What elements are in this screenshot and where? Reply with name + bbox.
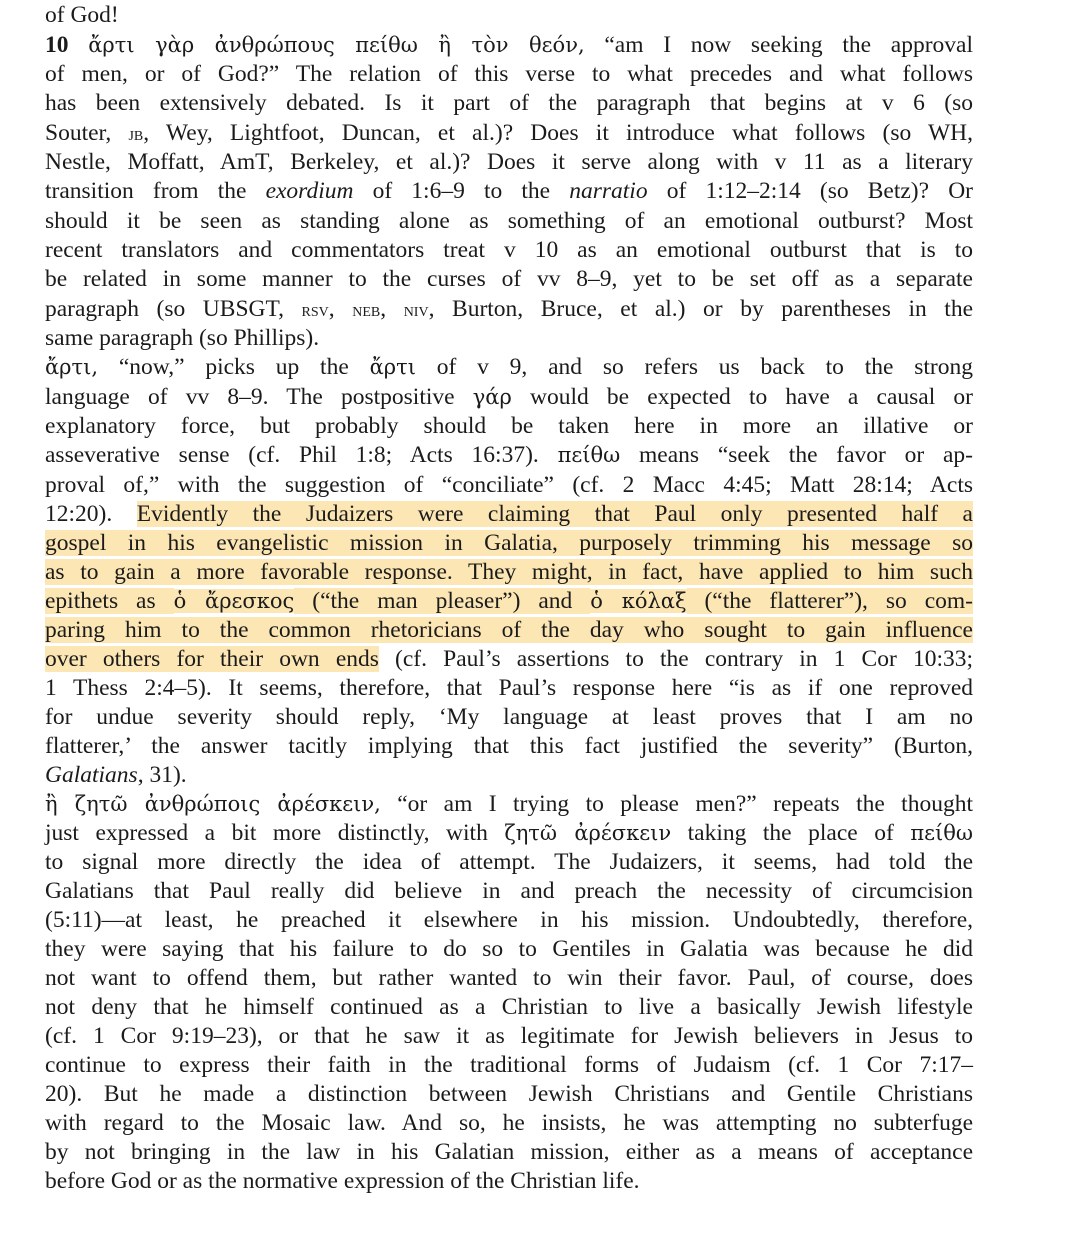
text-segment: by not bringing in the law in his Galatian mission, either as a means of acceptance — [45, 1139, 973, 1165]
text-line — [45, 789, 973, 819]
highlighted-text: (“the man pleaser”) and — [294, 588, 591, 614]
text-segment: Souter, — [45, 120, 129, 146]
text-segment: Nestle, Moffatt, AmT, Berkeley, et al.)? Does it serve along with v 11 as a literary — [45, 149, 973, 175]
text-segment: transition from the — [45, 178, 266, 204]
text-line — [45, 1021, 973, 1051]
text-segment: explanatory force, but probably should be taken here in more an illative or — [45, 413, 973, 439]
text-line — [45, 673, 973, 703]
text-segment: of 1:6–9 to the — [353, 178, 570, 204]
text-segment: same paragraph (so Phillips). — [45, 325, 320, 351]
highlighted-text: ὁ κόλαξ — [590, 589, 687, 613]
text-segment: flatterer,’ the answer tacitly implying that this fact justified the severity” (Burton, — [45, 733, 973, 759]
text-segment: 1 Thess 2:4–5). It seems, therefore, that Paul’s response here “is as if one reproved — [45, 675, 973, 701]
text-segment: just expressed a bit more distinctly, with — [45, 820, 505, 846]
text-line — [45, 30, 973, 60]
text-segment: for undue severity should reply, ‘My language at least proves that I am no — [45, 704, 973, 730]
text-segment: not deny that he himself continued as a Christian to live a basically Jewish lifestyle — [45, 994, 973, 1020]
highlighted-text: ὁ ἄρεσκος — [173, 589, 295, 613]
text-line — [45, 905, 973, 935]
text-segment: be related in some manner to the curses of vv 8–9, yet to be set off as a separate — [45, 266, 973, 292]
text-line — [45, 264, 973, 294]
text-segment: “now,” picks up the — [98, 354, 370, 380]
highlighted-text: epithets as — [45, 588, 174, 614]
text-segment: 20). But he made a distinction between Jewish Christians and Gentile Christians — [45, 1081, 973, 1107]
text-line — [45, 88, 973, 118]
text-segment: , — [380, 296, 404, 322]
highlighted-text: gospel in his evangelistic mission in Galatia, purposely trimming his message so — [45, 530, 973, 556]
text-line — [45, 702, 973, 732]
text-line — [45, 528, 973, 558]
greek-phrase: ἄρτι γὰρ ἀνθρώπους πείθω ἢ τὸν θεόν, — [88, 33, 585, 57]
text-line — [45, 440, 973, 470]
text-segment: to signal more directly the idea of attempt. The Judaizers, it seems, had told the — [45, 849, 973, 875]
highlighted-text: over others for their own ends — [45, 646, 379, 672]
text-segment: Galatians — [45, 762, 138, 788]
text-line — [45, 1079, 973, 1109]
greek-phrase: ἄρτι, — [45, 355, 99, 379]
text-line — [45, 235, 973, 265]
abbreviation: jb — [128, 123, 144, 145]
text-segment: “am I now seeking the approval — [584, 32, 974, 58]
text-segment: should it be seen as standing alone as something of an emotional outburst? Most — [45, 208, 973, 234]
text-segment: 12:20). — [45, 501, 137, 527]
text-segment: has been extensively debated. Is it part of the paragraph that begins at v 6 (so — [45, 90, 973, 116]
greek-phrase: ἢ ζητῶ ἀνθρώποις ἀρέσκειν, — [45, 792, 381, 816]
text-segment: with regard to the Mosaic law. And so, he insists, he was attempting no subterfuge — [45, 1110, 973, 1136]
text-segment: language of vv 8–9. The postpositive — [45, 384, 473, 410]
greek-phrase: πείθω — [557, 443, 621, 467]
text-line — [45, 586, 973, 616]
text-line — [45, 411, 973, 441]
text-segment: , 31). — [137, 762, 187, 788]
text-line — [45, 557, 973, 587]
text-line — [45, 992, 973, 1022]
text-segment: paragraph (so UBSGT, — [45, 296, 302, 322]
text-line — [45, 876, 973, 906]
text-segment — [69, 32, 89, 58]
text-line — [45, 1166, 640, 1196]
text-line — [45, 176, 973, 206]
highlighted-text: (“the flatterer”), so com- — [686, 588, 974, 614]
greek-phrase: ἄρτι — [369, 355, 416, 379]
text-segment: exordium — [265, 178, 354, 204]
text-line — [45, 470, 973, 500]
text-line — [45, 0, 119, 30]
verse-number: 10 — [45, 32, 69, 58]
text-segment: recent translators and commentators treat v 10 as an emotional outburst that is to — [45, 237, 973, 263]
text-line — [45, 147, 973, 177]
text-line — [45, 1137, 973, 1167]
text-line — [45, 206, 973, 236]
text-segment: (cf. Paul’s assertions to the contrary in 1 Cor 10:33; — [378, 646, 973, 672]
abbreviation: niv — [403, 299, 429, 321]
text-segment: proval of,” with the suggestion of “conciliate” (cf. 2 Macc 4:45; Matt 28:14; Acts — [45, 472, 973, 498]
text-segment: “or am I trying to please men?” repeats the thought — [380, 791, 973, 817]
text-line — [45, 615, 973, 645]
text-segment: means “seek the favor or ap- — [620, 442, 973, 468]
text-line — [45, 1050, 973, 1080]
greek-phrase: γάρ — [472, 385, 512, 409]
text-line — [45, 118, 973, 148]
text-segment: (cf. 1 Cor 9:19–23), or that he saw it as legitimate for Jewish believers in Jesus to — [45, 1023, 973, 1049]
text-line — [45, 818, 973, 848]
text-segment: continue to express their faith in the traditional forms of Judaism (cf. 1 Cor 7:17– — [45, 1052, 973, 1078]
text-line — [45, 382, 973, 412]
text-segment: they were saying that his failure to do so to Gentiles in Galatia was because he did — [45, 936, 973, 962]
text-line — [45, 731, 973, 761]
text-segment: of 1:12–2:14 (so Betz)? Or — [647, 178, 973, 204]
text-line — [45, 59, 973, 89]
text-line — [45, 760, 187, 790]
text-line — [45, 499, 973, 529]
text-segment: of men, or of God?” The relation of this verse to what precedes and what follows — [45, 61, 973, 87]
text-segment: , Burton, Bruce, et al.) or by parentheses in the — [428, 296, 974, 322]
text-segment: , — [328, 296, 353, 322]
text-segment: of v 9, and so refers us back to the strong — [415, 354, 973, 380]
text-segment: of God! — [45, 2, 119, 28]
abbreviation: rsv — [301, 299, 329, 321]
text-line — [45, 644, 973, 674]
text-line — [45, 934, 973, 964]
text-segment: , Wey, Lightfoot, Duncan, et al.)? Does it introduce what follows (so WH, — [143, 120, 974, 146]
text-segment: narratio — [569, 178, 648, 204]
text-line — [45, 1108, 973, 1138]
text-line — [45, 847, 973, 877]
abbreviation: neb — [352, 299, 381, 321]
highlighted-text: as to gain a more favorable response. They might, in fact, have applied to him such — [45, 559, 973, 585]
text-line — [45, 963, 973, 993]
text-line — [45, 294, 973, 324]
text-line — [45, 323, 319, 353]
text-segment: not want to offend them, but rather wanted to win their favor. Paul, of course, does — [45, 965, 973, 991]
highlighted-text: paring him to the common rhetoricians of the day who sought to gain influence — [45, 617, 973, 643]
text-segment: would be expected to have a causal or — [511, 384, 973, 410]
text-segment: taking the place of — [671, 820, 911, 846]
greek-phrase: ζητῶ ἀρέσκειν — [504, 821, 672, 845]
text-segment: before God or as the normative expression of the Christian life. — [45, 1168, 640, 1194]
greek-phrase: πείθω — [910, 821, 973, 845]
highlighted-text: Evidently the Judaizers were claiming that Paul only presented half a — [136, 501, 973, 527]
text-segment: (5:11)—at least, he preached it elsewhere in his mission. Undoubtedly, therefore, — [45, 907, 973, 933]
text-segment: asseverative sense (cf. Phil 1:8; Acts 16:37). — [45, 442, 558, 468]
text-line — [45, 352, 973, 382]
text-segment: Galatians that Paul really did believe in and preach the necessity of circumcision — [45, 878, 973, 904]
